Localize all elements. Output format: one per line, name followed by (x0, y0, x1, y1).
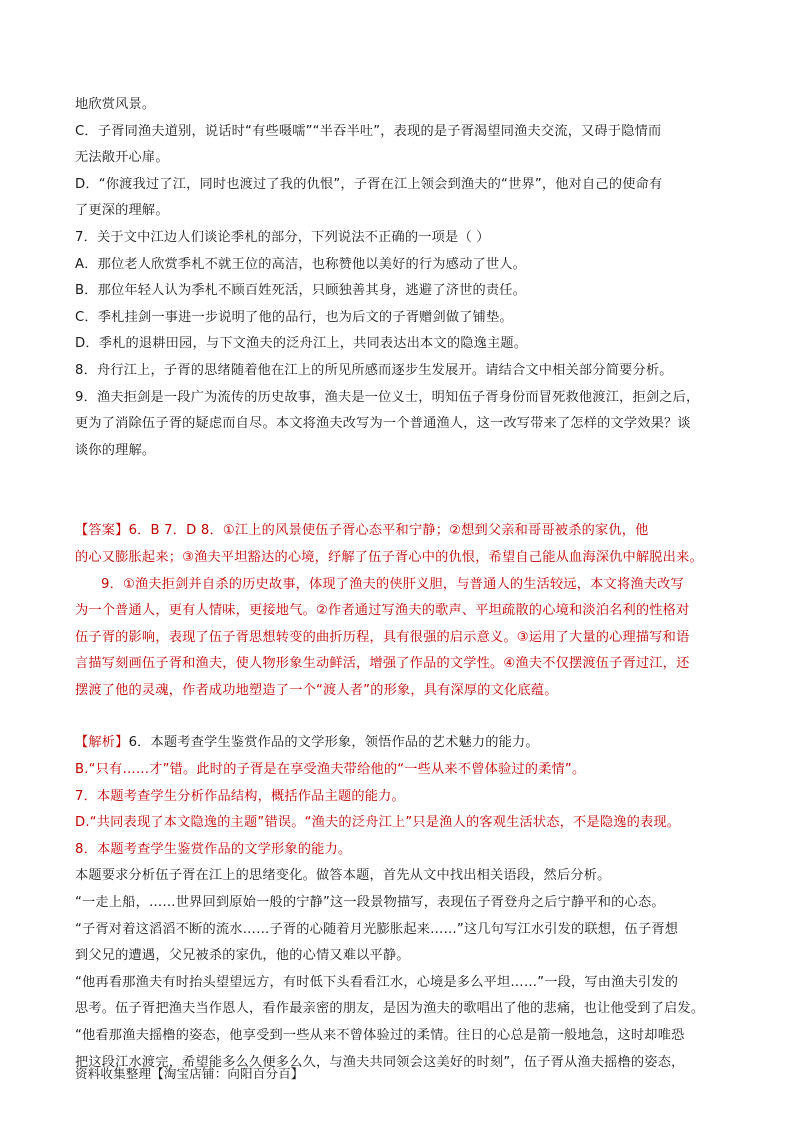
answer-line: 为一个普通人，更有人情味，更接地气。②作者通过写渔夫的歌声、平坦疏散的心境和淡泊名利的性格对 (75, 603, 690, 619)
question-line: A．那位老人欣赏季札不就王位的高洁，也称赞他以美好的行为感动了世人。 (75, 256, 527, 272)
analysis-line (75, 730, 735, 757)
analysis-tag: 【解析】 (75, 735, 129, 751)
analysis-line: 思考。伍子胥把渔夫当作恩人，看作最亲密的朋友，是因为渔夫的歌唱出了他的悲痛，也让他受到了启发。 (75, 1001, 705, 1017)
question-line: 8．舟行江上，子胥的思绪随着他在江上的所见所感而逐步生发展开。请结合文中相关部分简要分析。 (75, 362, 673, 378)
question-line: 无法敞开心扉。 (75, 150, 169, 166)
question-line: 9．渔夫拒剑是一段广为流传的历史故事，渔夫是一位义士，明知伍子胥身份而冒死救他渡江，拒剑之后， (75, 389, 700, 405)
analysis-line: “子胥对着这滔滔不断的流水……子胥的心随着月光膨胀起来……”这几句写江水引发的联想，伍子胥想 (75, 921, 679, 937)
answer-line: 伍子胥的影响，表现了伍子胥思想转变的曲折历程，具有很强的启示意义。③运用了大量的心理描写和语 (75, 629, 690, 645)
question-line: D．季札的退耕田园，与下文渔夫的泛舟江上，共同表达出本文的隐逸主题。 (75, 336, 528, 352)
question-line: C．季札挂剑一事进一步说明了他的品行，也为后文的子胥赠剑做了铺垫。 (75, 309, 513, 325)
question-line: B．那位年轻人认为季札不顾百姓死活，只顾独善其身，逃避了济世的责任。 (75, 283, 527, 299)
analysis-line: 本题要求分析伍子胥在江上的思绪变化。做答本题，首先从文中找出相关语段，然后分析。 (75, 868, 611, 884)
question-line: 谈你的理解。 (75, 442, 156, 458)
answer-line: 9．①渔夫拒剑并自杀的历史故事，体现了渔夫的侠肝义胆，与普通人的生活较远，本文将渔夫改写 (101, 576, 684, 592)
analysis-line: “一走上船，……世界回到原始一般的宁静”这一段景物描写，表现伍子胥登舟之后宁静平和的心态。 (75, 895, 665, 911)
question-line: 更为了消除伍子胥的疑虑而自尽。本文将渔夫改写为一个普通渔人，这一改写带来了怎样的文学效果？谈 (75, 416, 691, 432)
document-body (75, 92, 735, 1076)
analysis-line: B.“只有……才”错。此时的子胥是在享受渔夫带给他的“一些从来不曾体验过的柔情”。 (75, 762, 586, 778)
answer-line (75, 518, 735, 545)
answer-text: 6．B 7．D 8．①江上的风景使伍子胥心态平和宁静；②想到父亲和哥哥被杀的家仇，他 (128, 523, 649, 539)
analysis-line: 把这段江水渡完，希望能多么久便多么久，与渔夫共同领会这美好的时刻”，伍子胥从渔夫摇橹的姿态， (75, 1054, 685, 1070)
question-line: 地欣赏风景。 (75, 97, 156, 112)
question-line: D．“你渡我过了江，同时也渡过了我的仇恨”，子胥在江上领会到渔夫的“世界”，他对自己的使命有 (75, 176, 663, 192)
answer-line: 的心又膨胀起来；③渔夫平坦豁达的心境，纾解了伍子胥心中的仇恨，希望自己能从血海深仇中解脱出来。 (75, 549, 703, 565)
page-footer: 资料收集整理【淘宝店铺：向阳百分百】 (75, 1066, 304, 1081)
analysis-line: “他看那渔夫摇橹的姿态，他享受到一些从来不曾体验过的柔情。往日的心总是箭一般地急，这时却唯恐 (75, 1028, 685, 1043)
analysis-section (75, 730, 735, 1076)
analysis-line: D.“共同表现了本文隐逸的主题”错误。“渔夫的泛舟江上”只是渔人的客观生活状态，不是隐逸的表现。 (75, 815, 681, 831)
analysis-line: 7．本题考查学生分析作品结构，概括作品主题的能力。 (75, 788, 405, 804)
question-line: 7．关于文中江边人们谈论季札的部分，下列说法不正确的一项是（ ） (75, 229, 490, 245)
analysis-text: 6．本题考查学生鉴赏作品的文学形象，领悟作品的艺术魅力的能力。 (128, 735, 539, 751)
answer-tag: 【答案】 (75, 523, 129, 539)
answer-section (75, 518, 735, 704)
question-line: 了更深的理解。 (75, 203, 169, 219)
analysis-line: 8．本题考查学生鉴赏作品的文学形象的能力。 (75, 841, 352, 857)
answer-line: 摆渡了他的灵魂，作者成功地塑造了一个“渡人者”的形象，具有深厚的文化底蕴。 (75, 682, 558, 698)
question-line: C．子胥同渔夫道别，说话时“有些嗫嚅”“半吞半吐”，表现的是子胥渴望同渔夫交流，又碍于隐情而 (75, 123, 662, 139)
analysis-line: 到父兄的遭遇，父兄被杀的家仇，他的心情又难以平静。 (75, 948, 410, 964)
analysis-line: “他再看那渔夫有时抬头望望远方，有时低下头看看江水，心境是多么平坦……”一段，写由渔夫引发的 (75, 974, 679, 990)
answer-line: 言描写刻画伍子胥和渔夫，使人物形象生动鲜活，增强了作品的文学性。④渔夫不仅摆渡伍子胥过江，还 (75, 656, 690, 672)
questions-section (75, 92, 735, 464)
